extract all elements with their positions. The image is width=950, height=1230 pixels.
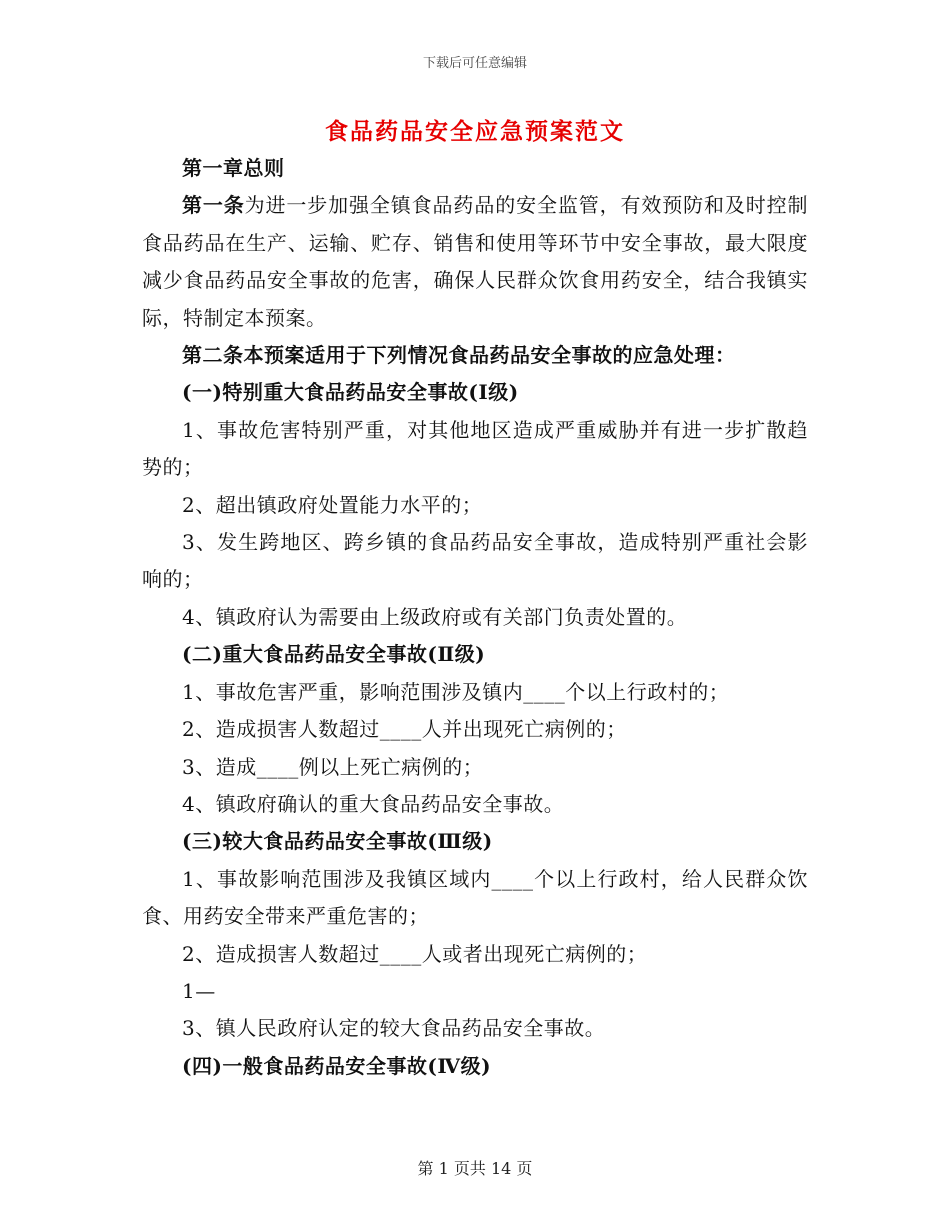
level-3-item: 3、镇人民政府认定的较大食品药品安全事故。 xyxy=(182,1016,606,1041)
level-2-item: 1、事故危害严重，影响范围涉及镇内____个以上行政村的； xyxy=(182,679,730,704)
document-title: 食品药品安全应急预案范文 xyxy=(325,118,625,145)
level-2-item: 4、镇政府确认的重大食品药品安全事故。 xyxy=(182,791,565,816)
level-1-item: 3、发生跨地区、跨乡镇的食品药品安全事故，造成特别严重社会影响的； xyxy=(142,530,808,592)
level-2-heading: (二)重大食品药品安全事故(Ⅱ级) xyxy=(182,642,486,667)
level-1-heading: (一)特别重大食品药品安全事故(Ⅰ级) xyxy=(182,380,519,405)
page-marker: 1— xyxy=(182,978,216,1003)
level-3-item: 2、造成损害人数超过____人或者出现死亡病例的； xyxy=(182,941,648,966)
level-3-item: 1、事故影响范围涉及我镇区域内____个以上行政村，给人民群众饮食、用药安全带来严重危害的； xyxy=(142,866,808,929)
level-3-heading: (三)较大食品药品安全事故(Ⅲ级) xyxy=(182,829,493,854)
page-footer: 第 1 页共 14 页 xyxy=(417,1159,533,1178)
article-2-heading: 第二条本预案适用于下列情况食品药品安全事故的应急处理： xyxy=(182,343,736,368)
article-1-paragraph xyxy=(142,187,808,337)
chapter-heading: 第一章总则 xyxy=(182,156,285,180)
level-2-item: 3、造成____例以上死亡病例的； xyxy=(182,754,484,779)
level-1-item: 4、镇政府认为需要由上级政府或有关部门负责处置的。 xyxy=(182,604,688,629)
level-4-heading: (四)一般食品药品安全事故(Ⅳ级) xyxy=(182,1053,492,1078)
article-1-label: 第一条 xyxy=(182,193,245,218)
level-1-item: 2、超出镇政府处置能力水平的； xyxy=(182,492,483,517)
article-1-text: 为进一步加强全镇食品药品的安全监管，有效预防和及时控制食品药品在生产、运输、贮存、销售和使用等环节中安全事故，最大限度减少食品药品安全事故的危害，确保人民群众饮食用药安全，结合我镇实际，特制定本预案。 xyxy=(142,193,809,330)
header-note: 下载后可任意编辑 xyxy=(422,56,527,71)
level-1-item: 1、事故危害特别严重，对其他地区造成严重威胁并有进一步扩散趋势的； xyxy=(142,417,808,480)
document-body xyxy=(142,150,808,1085)
level-2-item: 2、造成损害人数超过____人并出现死亡病例的； xyxy=(182,717,627,742)
